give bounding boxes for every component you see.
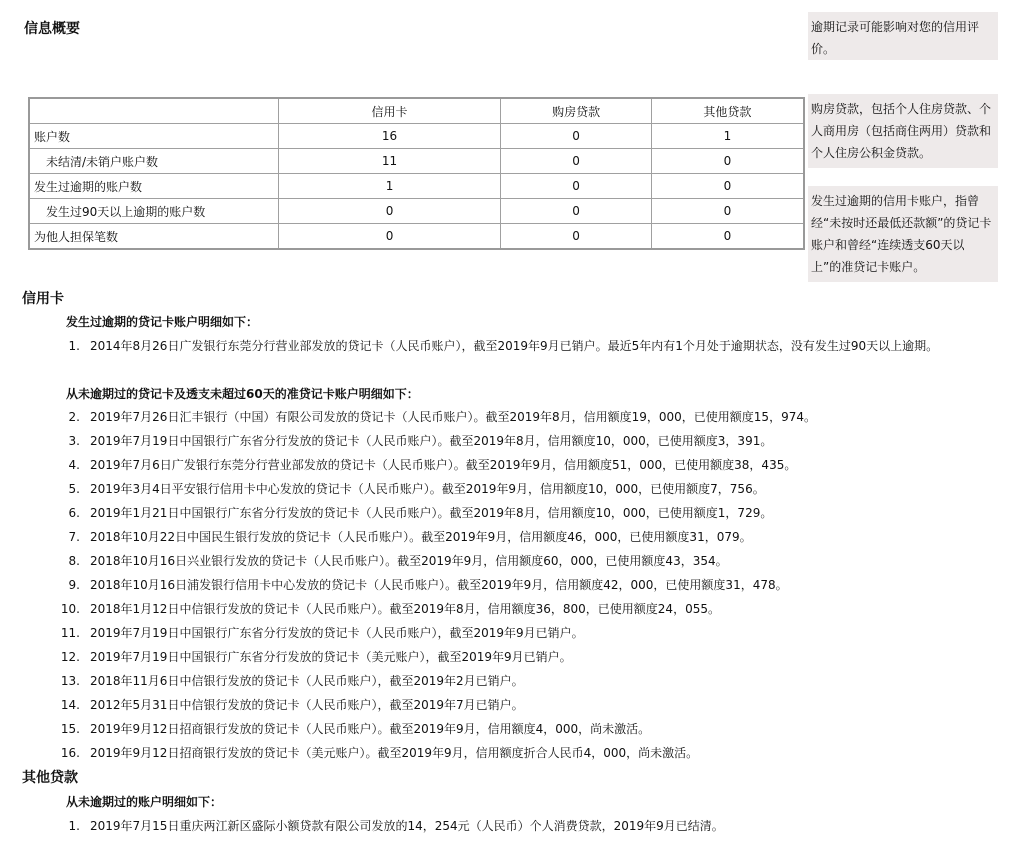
item-text: 2019年7月26日汇丰银行（中国）有限公司发放的贷记卡（人民币账户）。截至2019年8月，信用额度19，000，已使用额度15，974。 <box>90 410 816 424</box>
cell-other-loans: 0 <box>651 224 804 250</box>
item-number: 5. <box>68 482 80 496</box>
cell-other-loans: 0 <box>651 174 804 199</box>
item-text: 2019年9月12日招商银行发放的贷记卡（美元账户）。截至2019年9月，信用额度折合人民币4，000，尚未激活。 <box>90 746 699 760</box>
item-number: 14. <box>60 698 80 712</box>
item-text: 2018年10月22日中国民生银行发放的贷记卡（人民币账户）。截至2019年9月，信用额度46，000，已使用额度31，079。 <box>90 530 752 544</box>
row-label: 为他人担保笔数 <box>29 224 278 250</box>
item-number: 13. <box>60 674 80 688</box>
cell-mortgage: 0 <box>501 224 652 250</box>
summary-row-open-accounts <box>29 149 804 174</box>
item-number: 2. <box>68 410 80 424</box>
cell-other-loans: 0 <box>651 149 804 174</box>
item-number: 1. <box>68 339 80 353</box>
summary-header-row <box>29 98 804 124</box>
item-text: 2019年7月19日中国银行广东省分行发放的贷记卡（美元账户），截至2019年9月已销户。 <box>90 650 572 664</box>
note-overdue-definition: 发生过逾期的信用卡账户，指曾经“未按时还最低还款额”的贷记卡账户和曾经“连续透支60天以上”的准贷记卡账户。 <box>808 186 998 282</box>
item-text: 2018年10月16日兴业银行发放的贷记卡（人民币账户）。截至2019年9月，信用额度60，000，已使用额度43，354。 <box>90 554 728 568</box>
header-empty <box>29 98 278 124</box>
cell-credit-card: 0 <box>278 224 500 250</box>
overdue-accounts-subtitle: 发生过逾期的贷记卡账户明细如下： <box>66 315 259 329</box>
item-number: 12. <box>60 650 80 664</box>
overview-title: 信息概要 <box>24 21 80 37</box>
header-mortgage: 购房贷款 <box>501 98 652 124</box>
header-credit-card: 信用卡 <box>278 98 500 124</box>
item-number: 6. <box>68 506 80 520</box>
row-label: 发生过逾期的账户数 <box>29 174 278 199</box>
cell-other-loans: 1 <box>651 124 804 149</box>
cell-credit-card: 16 <box>278 124 500 149</box>
row-label: 未结清/未销户账户数 <box>29 149 278 174</box>
note-mortgage-definition: 购房贷款，包括个人住房贷款、个人商用房（包括商住两用）贷款和个人住房公积金贷款。 <box>808 94 998 168</box>
cell-mortgage: 0 <box>501 124 652 149</box>
summary-table <box>28 97 805 250</box>
item-text: 2019年3月4日平安银行信用卡中心发放的贷记卡（人民币账户）。截至2019年9月，信用额度10，000，已使用额度7，756。 <box>90 482 765 496</box>
row-label: 发生过90天以上逾期的账户数 <box>29 199 278 224</box>
item-number: 9. <box>68 578 80 592</box>
row-label: 账户数 <box>29 124 278 149</box>
item-number: 1. <box>68 819 80 833</box>
item-text: 2019年7月19日中国银行广东省分行发放的贷记卡（人民币账户），截至2019年9月已销户。 <box>90 626 584 640</box>
cell-mortgage: 0 <box>501 149 652 174</box>
summary-row-accounts <box>29 124 804 149</box>
item-text: 2018年10月16日浦发银行信用卡中心发放的贷记卡（人民币账户）。截至2019年9月，信用额度42，000，已使用额度31，478。 <box>90 578 788 592</box>
item-number: 4. <box>68 458 80 472</box>
cell-credit-card: 1 <box>278 174 500 199</box>
item-number: 8. <box>68 554 80 568</box>
item-number: 3. <box>68 434 80 448</box>
item-text: 2019年7月15日重庆两江新区盛际小额贷款有限公司发放的14，254元（人民币）个人消费贷款，2019年9月已结清。 <box>90 819 724 833</box>
item-number: 7. <box>68 530 80 544</box>
cell-other-loans: 0 <box>651 199 804 224</box>
other-loans-subtitle: 从未逾期过的账户明细如下： <box>66 795 223 809</box>
cell-mortgage: 0 <box>501 174 652 199</box>
cell-credit-card: 11 <box>278 149 500 174</box>
item-text: 2012年5月31日中信银行发放的贷记卡（人民币账户），截至2019年7月已销户。 <box>90 698 524 712</box>
header-other-loans: 其他贷款 <box>651 98 804 124</box>
item-number: 10. <box>60 602 80 616</box>
item-text: 2018年1月12日中信银行发放的贷记卡（人民币账户）。截至2019年8月，信用额度36，800，已使用额度24，055。 <box>90 602 720 616</box>
credit-card-section-title: 信用卡 <box>22 291 64 307</box>
item-text: 2014年8月26日广发银行东莞分行营业部发放的贷记卡（人民币账户），截至2019年9月已销户。最近5年内有1个月处于逾期状态，没有发生过90天以上逾期。 <box>90 339 939 353</box>
item-text: 2018年11月6日中信银行发放的贷记卡（人民币账户），截至2019年2月已销户。 <box>90 674 524 688</box>
other-loans-section-title: 其他贷款 <box>22 770 78 786</box>
summary-row-overdue-90-days <box>29 199 804 224</box>
item-number: 15. <box>60 722 80 736</box>
item-text: 2019年7月19日中国银行广东省分行发放的贷记卡（人民币账户）。截至2019年8月，信用额度10，000，已使用额度3，391。 <box>90 434 773 448</box>
summary-row-guarantees <box>29 224 804 250</box>
cell-mortgage: 0 <box>501 199 652 224</box>
item-number: 11. <box>60 626 80 640</box>
item-text: 2019年1月21日中国银行广东省分行发放的贷记卡（人民币账户）。截至2019年8月，信用额度10，000，已使用额度1，729。 <box>90 506 773 520</box>
cell-credit-card: 0 <box>278 199 500 224</box>
item-text: 2019年7月6日广发银行东莞分行营业部发放的贷记卡（人民币账户）。截至2019年9月，信用额度51，000，已使用额度38，435。 <box>90 458 797 472</box>
item-text: 2019年9月12日招商银行发放的贷记卡（人民币账户）。截至2019年9月，信用额度4，000，尚未激活。 <box>90 722 651 736</box>
normal-accounts-subtitle: 从未逾期过的贷记卡及透支未超过60天的准贷记卡账户明细如下： <box>66 387 419 401</box>
item-number: 16. <box>60 746 80 760</box>
note-overdue-impact: 逾期记录可能影响对您的信用评价。 <box>808 12 998 60</box>
summary-row-overdue-accounts <box>29 174 804 199</box>
